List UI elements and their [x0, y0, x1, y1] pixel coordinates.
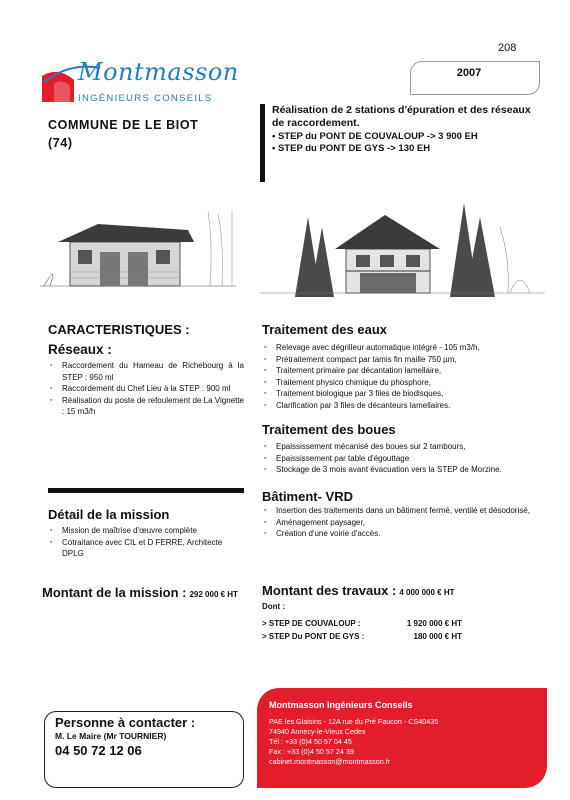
traitement-eaux-heading: Traitement des eaux — [262, 322, 387, 337]
batiment-vrd-list — [262, 505, 552, 540]
page-number: 208 — [498, 42, 517, 54]
cost-breakdown-row — [262, 632, 462, 644]
list-item: ▪ Traitement physico chimique du phosphore, — [262, 377, 552, 389]
list-item: ▪ Epaississement par table d'égouttage — [262, 453, 552, 465]
list-item: ▪ Raccordement du Chef Lieu à la STEP : 900 ml — [48, 383, 244, 395]
dont-label: Dont : — [262, 602, 286, 611]
project-list — [272, 131, 545, 155]
montant-mission-label: Montant de la mission : — [42, 585, 187, 600]
project-title: Réalisation de 2 stations d'épuration et des réseaux de raccordement. — [272, 104, 531, 129]
logo-wordmark: Montmasson — [78, 58, 239, 86]
project-item: • STEP du PONT DE GYS -> 130 EH — [272, 143, 431, 154]
traitement-boues-heading: Traitement des boues — [262, 422, 396, 437]
montant-mission-value: 292 000 € HT — [189, 590, 238, 599]
commune-title — [48, 116, 198, 152]
cost-breakdown-label: > STEP Du PONT DE GYS : — [262, 632, 365, 641]
cost-breakdown-value: 180 000 € HT — [413, 632, 462, 641]
cost-breakdown-value: 1 920 000 € HT — [406, 619, 462, 628]
cost-breakdown-row — [262, 619, 462, 631]
contact-phone: 04 50 72 12 06 — [55, 743, 142, 758]
montant-travaux — [262, 582, 455, 600]
list-item: ▪ Cotraitance avec CIL et D FERRE, Architecte DPLG — [48, 537, 244, 560]
reseaux-list — [48, 360, 244, 418]
chalet-perspective-drawing — [260, 197, 545, 305]
contact-name: M. Le Maire (Mr TOURNIER) — [55, 731, 167, 741]
list-item: ▪ Prétraitement compact par tamis fin maille 750 µm, — [262, 354, 552, 366]
cost-breakdown-label: > STEP DE COUVALOUP : — [262, 619, 361, 628]
footer-address: PAE les Glaisins - 12A rue du Pré Faucon - CS40435 — [269, 717, 439, 726]
footer-company: Montmasson Ingénieurs Conseils — [269, 700, 413, 710]
batiment-vrd-heading: Bâtiment- VRD — [262, 489, 354, 504]
footer-fax: Fax : +33 (0)4 50 57 24 39 — [269, 747, 354, 756]
list-item: ▪ Clarification par 3 files de décanteurs lamellaires. — [262, 400, 552, 412]
list-item: ▪ Mission de maîtrise d'œuvre complète — [48, 525, 244, 537]
list-item: ▪ Epaississement mécanisé des boues sur 2 tambours, — [262, 441, 552, 453]
list-item: ▪ Stockage de 3 mois avant évacuation vers la STEP de Morzine. — [262, 464, 552, 476]
traitement-eaux-list — [262, 342, 552, 411]
logo-tagline: INGÉNIEURS CONSEILS — [78, 93, 213, 104]
montant-mission — [42, 584, 238, 602]
detail-mission-list — [48, 525, 244, 560]
footer-email[interactable]: cabinet.montmasson@montmasson.fr — [269, 757, 391, 766]
list-item: ▪ Insertion des traitements dans un bâtiment fermé, ventilé et désodorisé, — [262, 505, 552, 517]
list-item: ▪ Relevage avec dégrilleur automatique intégré - 105 m3/h, — [262, 342, 552, 354]
list-item: ▪ Traitement primaire par décantation lamellaire, — [262, 365, 552, 377]
building-elevation-drawing — [38, 202, 238, 302]
year-label: 2007 — [456, 67, 482, 79]
list-item: ▪ Réalisation du poste de refoulement de La Vignette : 15 m3/h — [48, 395, 244, 418]
list-item: ▪ Traitement biologique par 3 files de biodisques, — [262, 388, 552, 400]
traitement-boues-list — [262, 441, 552, 476]
company-footer — [257, 688, 547, 788]
reseaux-heading: Réseaux : — [48, 342, 112, 357]
montant-travaux-value: 4 000 000 € HT — [399, 588, 455, 597]
section-divider — [48, 488, 244, 493]
commune-dept: (74) — [48, 136, 73, 150]
detail-mission-heading: Détail de la mission — [48, 507, 170, 522]
contact-box — [44, 711, 244, 788]
list-item: ▪ Création d'une voirie d'accès. — [262, 528, 552, 540]
contact-title: Personne à contacter : — [55, 715, 196, 730]
project-summary — [260, 104, 545, 182]
project-item: • STEP du PONT DE COUVALOUP -> 3 900 EH — [272, 131, 478, 142]
commune-name: COMMUNE DE LE BIOT — [48, 118, 199, 132]
footer-city: 74940 Annecy-le-Vieux Cedex — [269, 727, 366, 736]
montant-travaux-label: Montant des travaux : — [262, 583, 397, 598]
list-item: ▪ Aménagement paysager, — [262, 517, 552, 529]
footer-phone: Tél : +33 (0)4 50 57 04 45 — [269, 737, 352, 746]
list-item: ▪ Raccordement du Hameau de Richebourg à la STEP : 950 ml — [48, 360, 244, 383]
caracteristiques-heading: CARACTERISTIQUES : — [48, 322, 190, 337]
